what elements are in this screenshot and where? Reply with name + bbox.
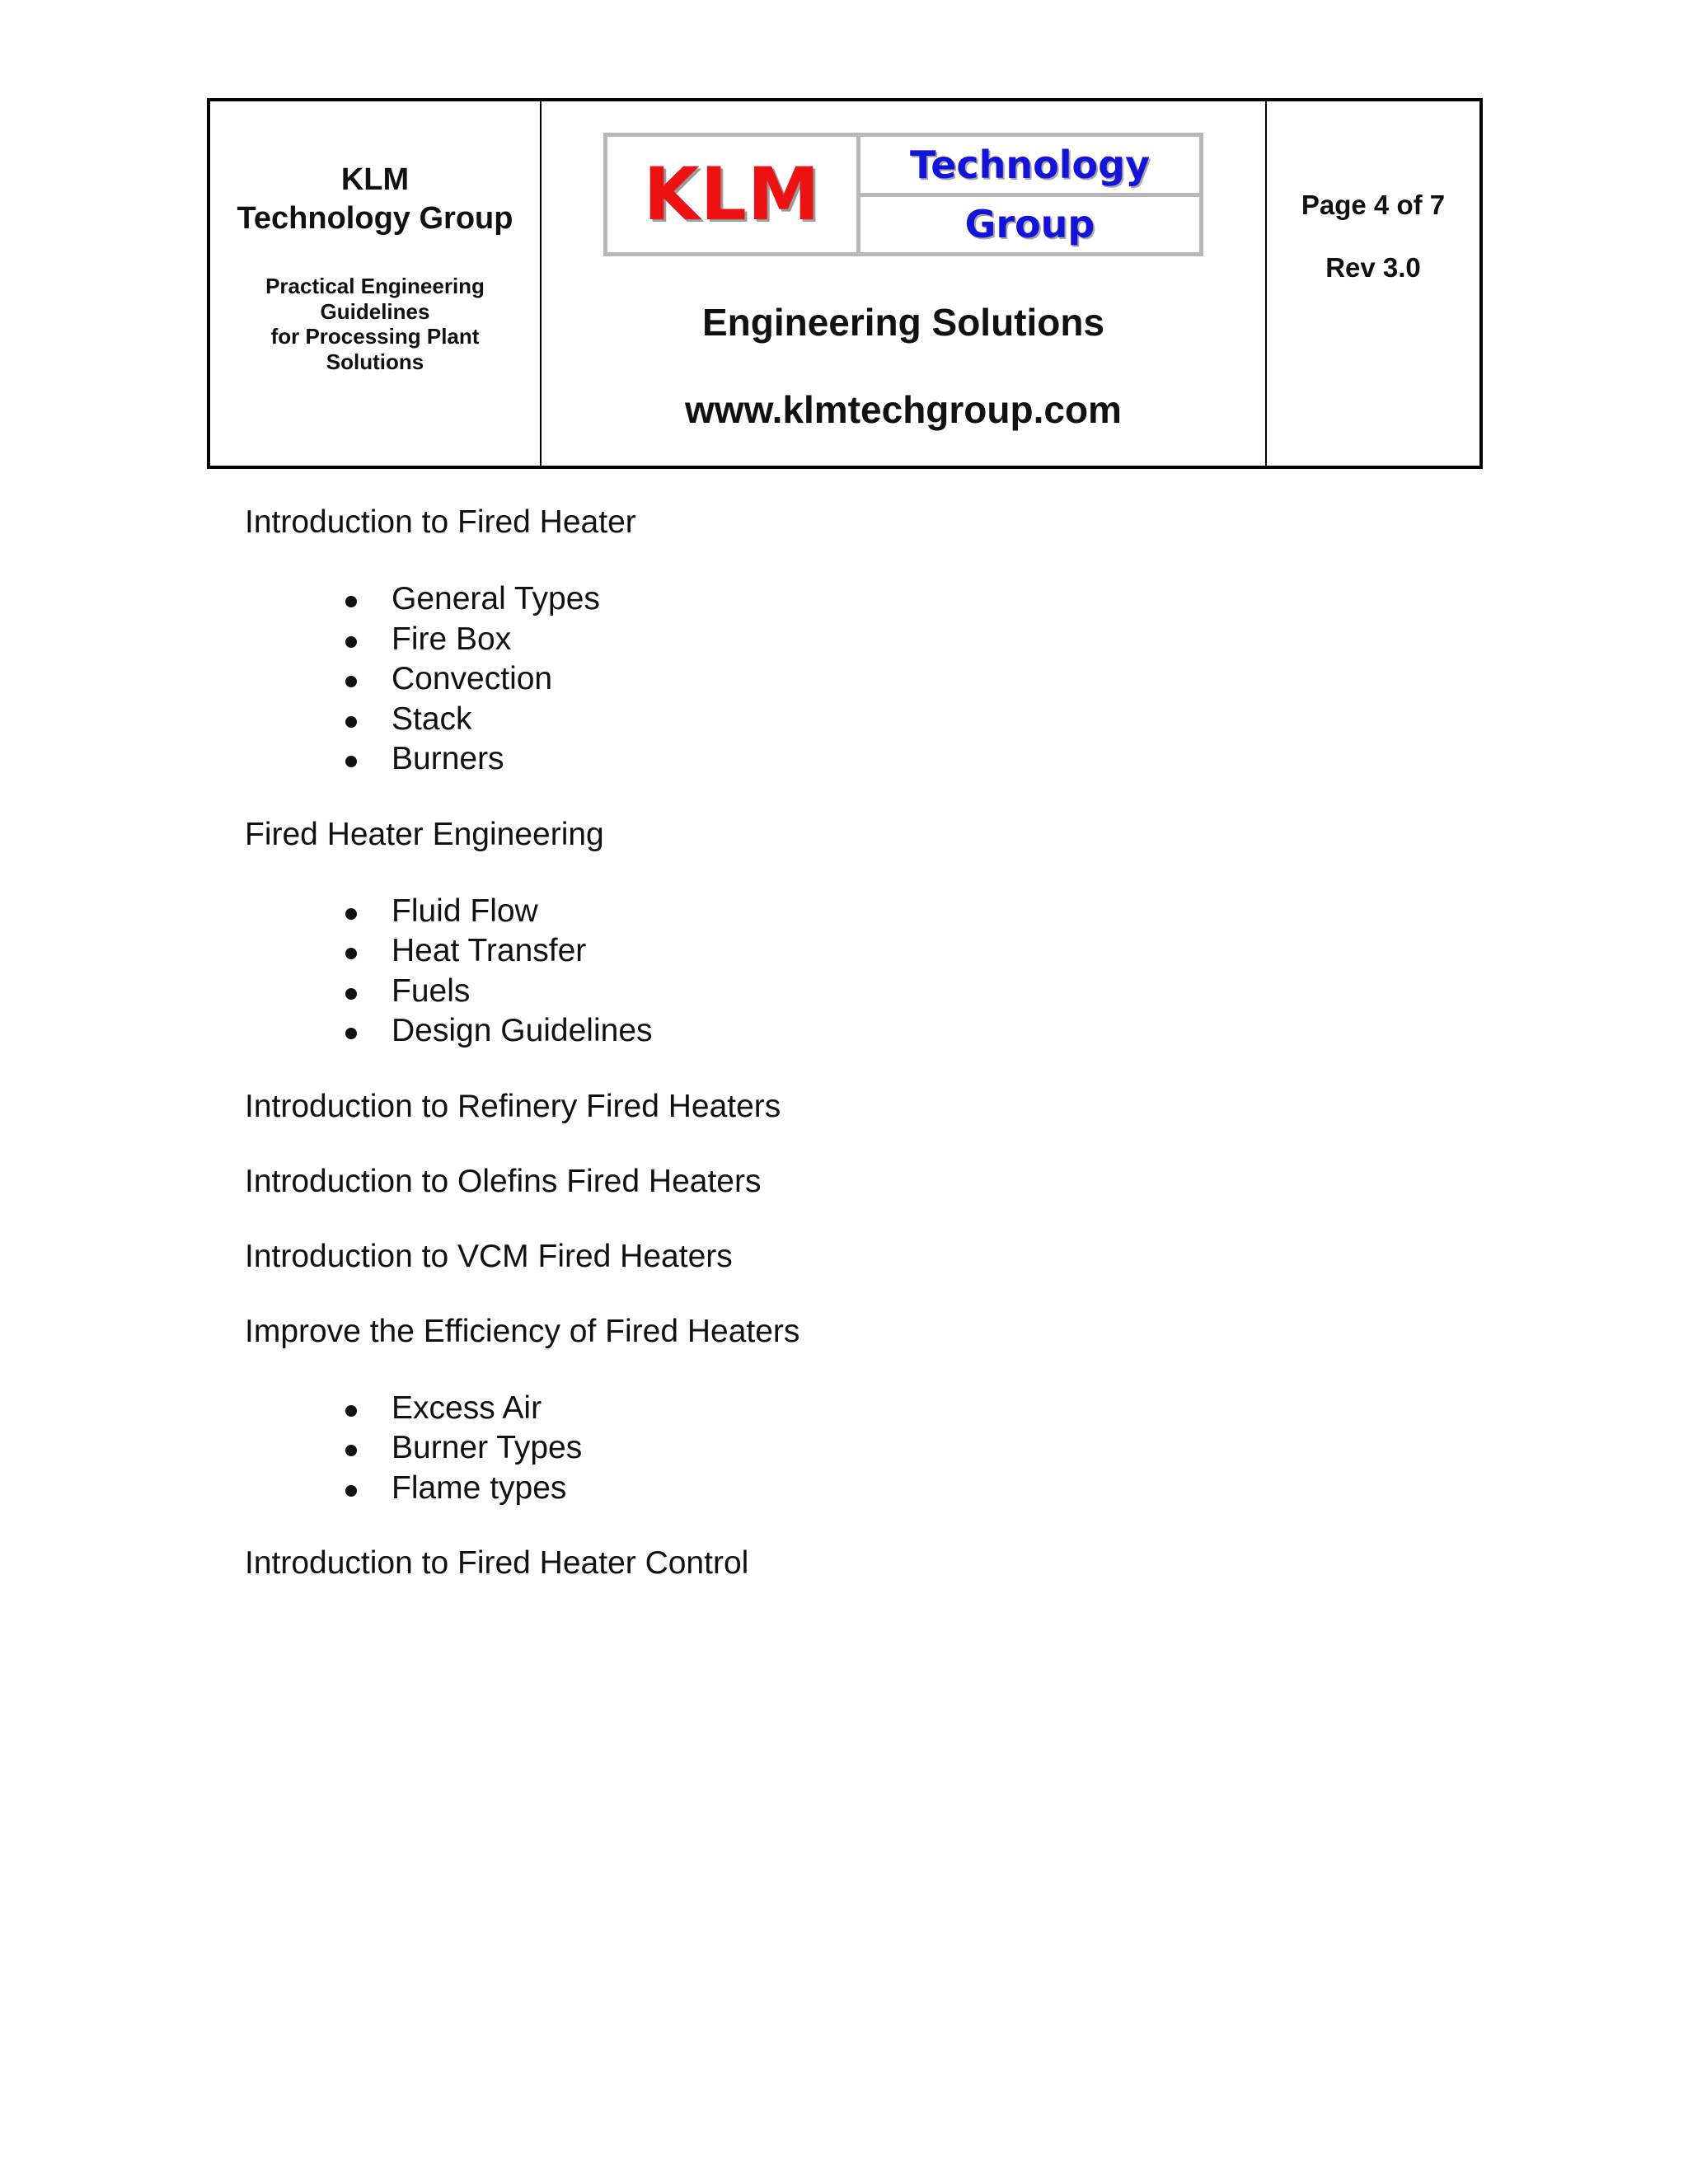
section-title: Introduction to Fired Heater: [245, 504, 636, 540]
company-name-line-2: Technology Group: [237, 201, 513, 236]
list-item-text: General Types: [392, 581, 600, 616]
bullet-icon: [345, 1405, 357, 1417]
section-5: [245, 1237, 1481, 1277]
list-item-text: Burner Types: [392, 1430, 583, 1465]
bullet-icon: [345, 908, 357, 920]
list-item: [245, 700, 1481, 740]
section-3: [245, 1087, 1481, 1127]
tagline-line-3: for Processing Plant: [270, 324, 480, 349]
tagline-line-4: Solutions: [326, 349, 424, 374]
list-item-text: Fluid Flow: [392, 893, 538, 929]
document-header: [207, 98, 1483, 469]
section-7: [245, 1544, 1481, 1583]
list-item: [245, 1469, 1481, 1509]
list-item-text: Burners: [392, 741, 504, 776]
list-item: [245, 972, 1481, 1012]
list-item: [245, 1428, 1481, 1469]
list-item: [245, 579, 1481, 620]
section-title: Introduction to VCM Fired Heaters: [245, 1238, 733, 1274]
list-item: [245, 931, 1481, 972]
section-title: Introduction to Olefins Fired Heaters: [245, 1163, 762, 1199]
company-name-line-1: KLM: [340, 162, 410, 197]
bullet-list: [245, 892, 1481, 1052]
bullet-icon: [345, 756, 357, 767]
section-title: Introduction to Refinery Fired Heaters: [245, 1088, 781, 1124]
logo-right-box: [860, 137, 1199, 252]
list-item-text: Design Guidelines: [392, 1013, 653, 1048]
logo-klm-box: [607, 137, 860, 252]
tagline-line-1: Practical Engineering: [265, 274, 485, 298]
bullet-icon: [345, 596, 357, 607]
section-2: [245, 815, 1481, 1052]
bullet-list: [245, 1389, 1481, 1509]
header-page-info-cell: [1267, 101, 1479, 466]
bullet-icon: [345, 988, 357, 1000]
header-logo-cell: [542, 101, 1267, 466]
document-content: [245, 503, 1481, 1619]
revision: Rev 3.0: [1325, 252, 1421, 283]
list-item-text: Fire Box: [392, 621, 512, 657]
list-item-text: Heat Transfer: [392, 933, 587, 968]
list-item-text: Convection: [392, 661, 553, 696]
section-title: Fired Heater Engineering: [245, 816, 604, 852]
bullet-icon: [345, 676, 357, 687]
list-item: [245, 739, 1481, 780]
header-company-cell: [210, 101, 542, 466]
section-4: [245, 1162, 1481, 1202]
list-item: [245, 1389, 1481, 1429]
company-name: [210, 161, 540, 238]
list-item: [245, 659, 1481, 700]
list-item-text: Stack: [392, 701, 472, 737]
bullet-icon: [345, 1028, 357, 1039]
list-item: [245, 1011, 1481, 1052]
page-number: Page 4 of 7: [1301, 190, 1446, 220]
bullet-icon: [345, 948, 357, 959]
klm-logo: [603, 133, 1203, 256]
bullet-icon: [345, 1445, 357, 1456]
logo-technology-text: Technology: [860, 137, 1199, 197]
section-1: [245, 503, 1481, 780]
logo-group-text: Group: [964, 202, 1095, 247]
bullet-list: [245, 579, 1481, 780]
section-title: Introduction to Fired Heater Control: [245, 1545, 749, 1581]
tagline-line-2: Guidelines: [320, 298, 430, 324]
company-tagline: [210, 274, 540, 374]
list-item-text: Fuels: [392, 972, 471, 1009]
bullet-icon: [345, 716, 357, 728]
list-item-text: Excess Air: [392, 1390, 542, 1426]
logo-klm-text: KLM: [643, 152, 821, 237]
section-6: [245, 1312, 1481, 1509]
header-website: www.klmtechgroup.com: [685, 388, 1122, 431]
bullet-icon: [345, 636, 357, 648]
list-item: [245, 892, 1481, 932]
header-subtitle: Engineering Solutions: [701, 301, 1105, 344]
section-title: Improve the Efficiency of Fired Heaters: [245, 1313, 800, 1349]
list-item: [245, 620, 1481, 660]
bullet-icon: [345, 1485, 357, 1497]
list-item-text: Flame types: [392, 1469, 567, 1506]
